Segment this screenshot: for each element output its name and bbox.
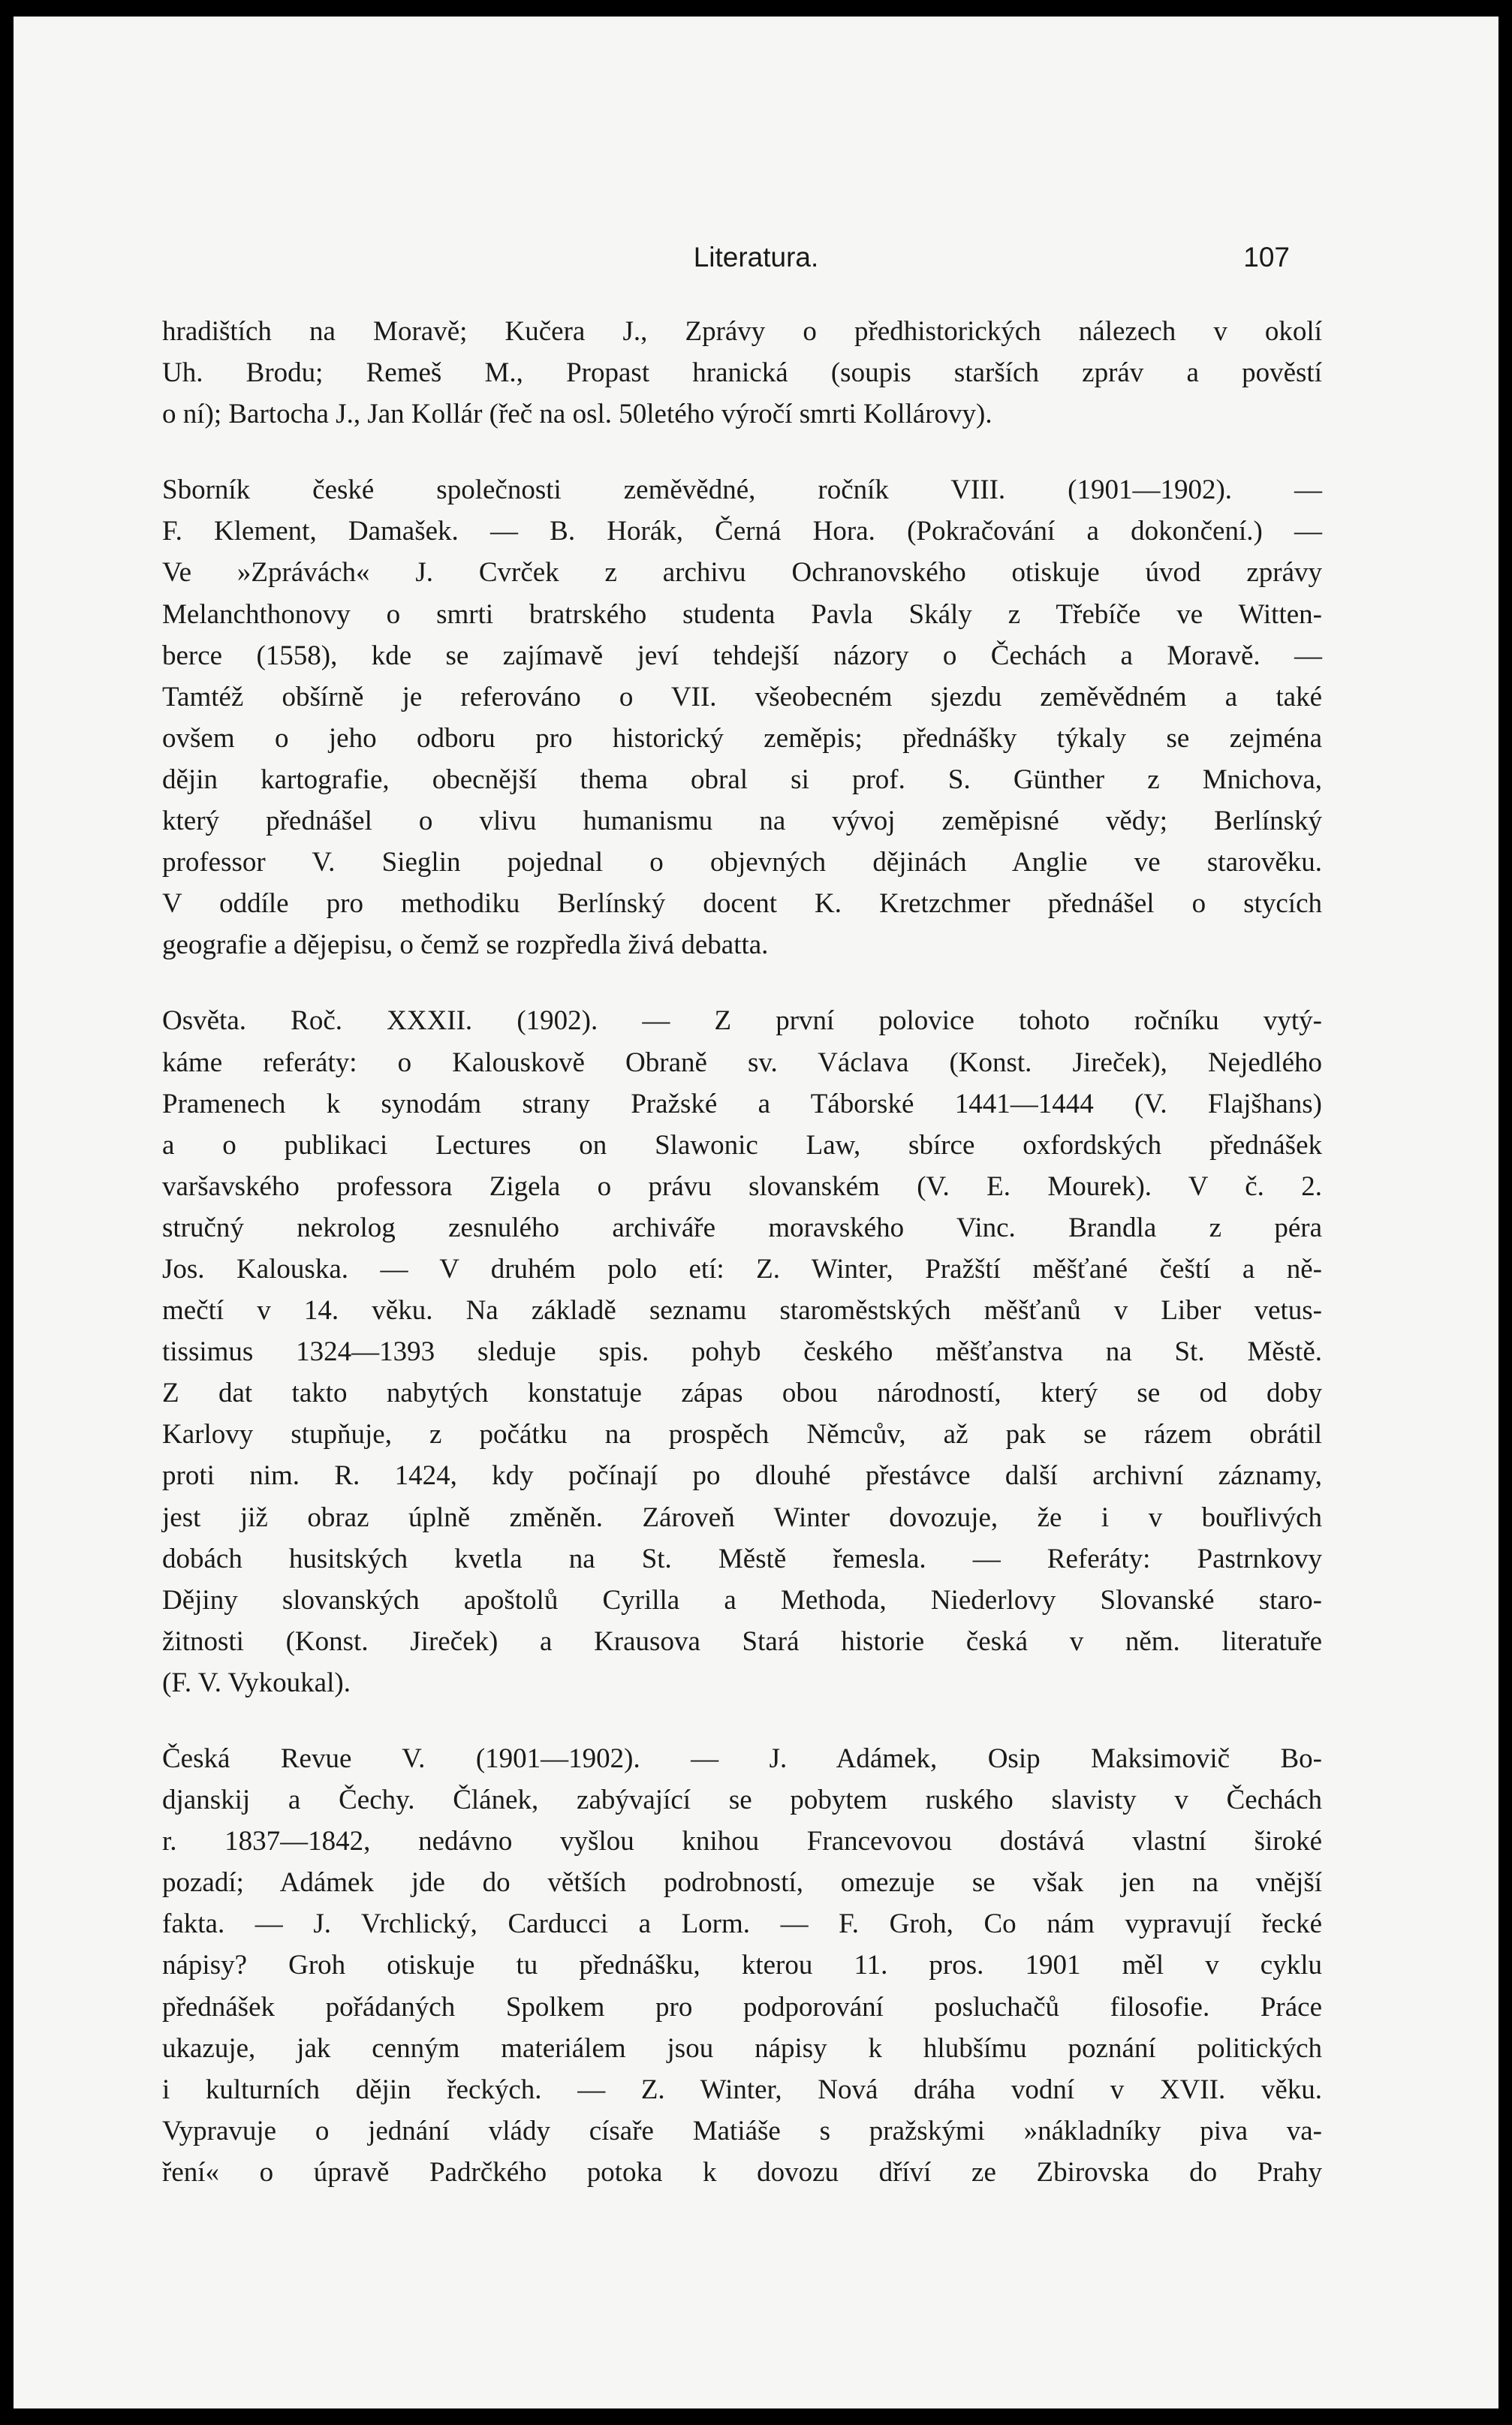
text-line: professor V. Sieglin pojednal o objevných dějinách Anglie ve starověku. [162, 847, 1322, 878]
text-line: Uh. Brodu; Remeš M., Propast hranická (soupis starších zpráv a pověstí [162, 357, 1322, 389]
running-header-title: Literatura. [693, 242, 819, 273]
text-line: djanskij a Čechy. Článek, zabývající se pobytem ruského slavisty v Čechách [162, 1785, 1322, 1816]
text-line: dobách husitských kvetla na St. Městě řemesla. — Referáty: Pastrnkovy [162, 1543, 1322, 1574]
text-line: který přednášel o vlivu humanismu na vývoj zeměpisné vědy; Berlínský [162, 806, 1322, 837]
text-line: tissimus 1324—1393 sleduje spis. pohyb českého měšťanstva na St. Městě. [162, 1336, 1322, 1368]
text-line: fakta. — J. Vrchlický, Carducci a Lorm. — F. Groh, Co nám vypravují řecké [162, 1908, 1322, 1940]
text-line: Tamtéž obšírně je referováno o VII. všeobecném sjezdu zeměvědném a také [162, 681, 1322, 712]
scanned-page [14, 17, 1498, 2408]
text-line: Pramenech k synodám strany Pražské a Táborské 1441—1444 (V. Flajšhans) [162, 1088, 1322, 1119]
paragraph-sbornik [162, 469, 1322, 965]
page-number: 107 [1243, 242, 1290, 273]
text-line: žitnosti (Konst. Jireček) a Krausova Stará historie česká v něm. literatuře [162, 1625, 1322, 1657]
text-line: F. Klement, Damašek. — B. Horák, Černá Hora. (Pokračování a dokončení.) — [162, 516, 1322, 547]
text-line: Jos. Kalouska. — V druhém polo etí: Z. Winter, Pražští měšťané čeští a ně- [162, 1253, 1322, 1285]
text-line: ukazuje, jak cenným materiálem jsou nápisy k hlubšímu poznání politických [162, 2032, 1322, 2064]
text-line: (F. V. Vykoukal). [162, 1667, 351, 1698]
paragraph-ceska-revue [162, 1738, 1322, 2193]
text-line: mečtí v 14. věku. Na základě seznamu staroměstských měšťanů v Liber vetus- [162, 1295, 1322, 1327]
text-line: o ní); Bartocha J., Jan Kollár (řeč na osl. 50letého výročí smrti Kollárovy). [162, 399, 992, 430]
text-line: Česká Revue V. (1901—1902). — J. Adámek, Osip Maksimovič Bo- [162, 1743, 1322, 1774]
text-line: Vypravuje o jednání vlády císaře Matiáše s pražskými »nákladníky piva va- [162, 2115, 1322, 2146]
text-line: Z dat takto nabytých konstatuje zápas obou národností, který se od doby [162, 1378, 1322, 1409]
text-line: proti nim. R. 1424, kdy počínají po dlouhé přestávce další archivní záznamy, [162, 1460, 1322, 1492]
text-line: dějin kartografie, obecnější thema obral si prof. S. Günther z Mnichova, [162, 764, 1322, 795]
text-line: nápisy? Groh otiskuje tu přednášku, kterou 11. pros. 1901 měl v cyklu [162, 1950, 1322, 1981]
text-line: stručný nekrolog zesnulého archiváře moravského Vinc. Brandla z péra [162, 1212, 1322, 1243]
text-line: varšavského professora Zigela o právu slovanském (V. E. Mourek). V č. 2. [162, 1170, 1322, 1202]
text-line: Ve »Zprávách« J. Cvrček z archivu Ochranovského otiskuje úvod zprávy [162, 557, 1322, 589]
text-line: Sborník české společnosti zeměvědné, ročník VIII. (1901—1902). — [162, 474, 1322, 506]
paragraph-osveta [162, 1000, 1322, 1704]
text-line: káme referáty: o Kalouskově Obraně sv. Václava (Konst. Jireček), Nejedlého [162, 1047, 1322, 1078]
text-line: r. 1837—1842, nedávno vyšlou knihou Francevovou dostává vlastní široké [162, 1826, 1322, 1857]
text-line: Dějiny slovanských apoštolů Cyrilla a Methoda, Niederlovy Slovanské staro- [162, 1584, 1322, 1616]
text-line: Osvěta. Roč. XXXII. (1902). — Z první polovice tohoto ročníku vytý- [162, 1005, 1322, 1037]
text-line: i kulturních dějin řeckých. — Z. Winter, Nová dráha vodní v XVII. věku. [162, 2074, 1322, 2105]
text-line: Karlovy stupňuje, z počátku na prospěch Němcův, až pak se rázem obrátil [162, 1419, 1322, 1450]
text-line: hradištích na Moravě; Kučera J., Zprávy o předhistorických nálezech v okolí [162, 316, 1322, 347]
text-line: jest již obraz úplně změněn. Zároveň Winter dovozuje, že i v bouřlivých [162, 1502, 1322, 1533]
text-line: pozadí; Adámek jde do větších podrobností, omezuje se však jen na vnější [162, 1867, 1322, 1899]
text-line: a o publikaci Lectures on Slawonic Law, sbírce oxfordských přednášek [162, 1129, 1322, 1161]
text-line: berce (1558), kde se zajímavě jeví tehdejší názory o Čechách a Moravě. — [162, 640, 1322, 671]
text-line: přednášek pořádaných Spolkem pro podporování posluchačů filosofie. Práce [162, 1991, 1322, 2023]
text-line: ovšem o jeho odboru pro historický zeměpis; přednášky týkaly se zejména [162, 722, 1322, 754]
text-line: geografie a dějepisu, o čemž se rozpředla živá debatta. [162, 929, 769, 961]
text-line: V oddíle pro methodiku Berlínský docent K. Kretzchmer přednášel o stycích [162, 888, 1322, 920]
text-line: Melanchthonovy o smrti bratrského studenta Pavla Skály z Třebíče ve Witten- [162, 598, 1322, 630]
paragraph-1 [162, 311, 1322, 435]
body-text [162, 311, 1322, 2193]
text-line: ření« o úpravě Padrčkého potoka k dovozu dříví ze Zbirovska do Prahy [162, 2156, 1322, 2188]
